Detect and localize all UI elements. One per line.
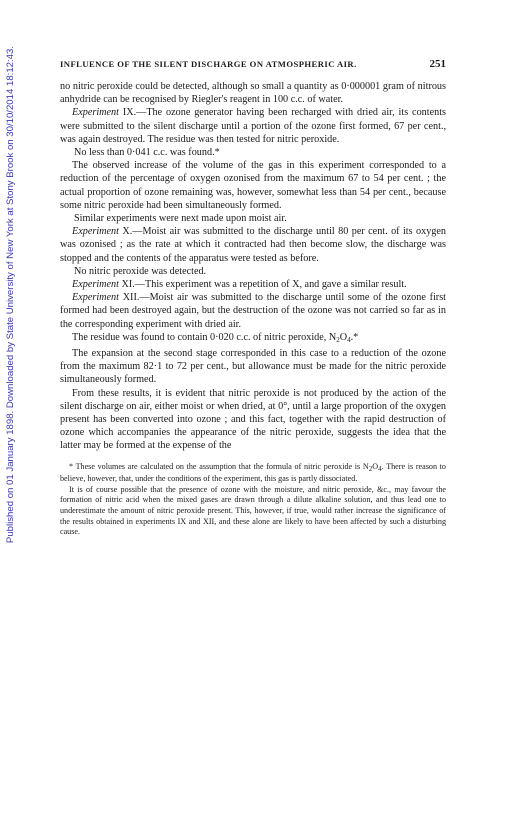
subscript: 2: [336, 335, 340, 344]
footnotes: [60, 462, 446, 538]
paragraph-text: XI.—This experiment was a repetition of X, and gave a similar result.: [118, 279, 407, 291]
experiment-label: Experiment: [72, 226, 119, 238]
running-header: [60, 58, 446, 80]
running-title: INFLUENCE OF THE SILENT DISCHARGE ON ATMOSPHERIC AIR.: [60, 59, 357, 69]
page: [60, 58, 446, 538]
footnote: [60, 462, 446, 485]
formula-text: O: [372, 461, 379, 471]
paragraph: The expansion at the second stage corresponded in this case to a reduction of the ozone from the maximum 82·1 to 72 per cent., but allowance must be made for the nitric peroxide simultaneously formed.: [60, 348, 446, 386]
formula-text: O: [339, 331, 348, 343]
paragraph: No less than 0·041 c.c. was found.*: [74, 147, 220, 159]
paragraph: No nitric peroxide was detected.: [74, 265, 207, 277]
experiment-label: Experiment: [72, 292, 119, 304]
paragraph-residue: [60, 331, 446, 347]
footnote: It is of course possible that the presence of ozone with the moisture, and nitric peroxide, &c., may favour the formation of nitric acid when the mixed gases are drawn through a dilute alkaline solution, and thus lead one to underestimate the amount of nitric peroxide present. This, however, if true, would rather increase the significance of the results obtained in experiments IX and XII, and these alone are likely to have been affected by such a disturbing cause.: [60, 484, 446, 537]
paragraph-experiment-x: [60, 225, 446, 265]
paragraph-text: IX.—The ozone generator having been recharged with dried air, its contents were submitted to the silent discharge until a portion of the ozone first formed, 67 per cent., was again destroyed. The residue was then tested for nitric peroxide.: [60, 107, 446, 145]
formula-end: .*: [350, 331, 359, 343]
download-watermark-text: Published on 01 January 1898. Downloaded by State University of New York at Stony Brook on 30/10/2014 18:12:43.: [4, 46, 16, 544]
download-watermark: [4, 40, 16, 550]
paragraph-text: X.—Moist air was submitted to the discharge until 80 per cent. of its oxygen was ozonised ; as the rate at which it contracted had then become slow, the discharge was stopped and the contents of the apparatus were tested as before.: [60, 226, 446, 264]
paragraph: Similar experiments were next made upon moist air.: [74, 213, 287, 225]
paragraph-text: The residue was found to contain 0·020 c.c. of nitric peroxide, N: [72, 331, 337, 343]
page-number: 251: [429, 58, 446, 70]
paragraph-experiment-xii: [60, 291, 446, 331]
footnote-text: . There is reason to believe, however, that, under the conditions of the experiment, this gas is partly dissociated.: [60, 461, 446, 484]
paragraph: From these results, it is evident that nitric peroxide is not produced by the action of the silent discharge on air, either moist or when dried, at 0°, until a large proportion of the oxygen present has been converted into ozone ; and this fact, together with the rapid destruction of ozone which accompanies the appearance of the nitric peroxide, suggests the idea that the latter may be formed at the expense of the: [60, 387, 446, 452]
body-text: [60, 80, 446, 453]
subscript: 2: [368, 464, 373, 473]
subscript: 4: [347, 335, 351, 344]
paragraph-experiment-xi: [60, 278, 446, 291]
subscript: 4: [378, 464, 382, 473]
experiment-label: Experiment: [72, 107, 119, 119]
footnote-text: * These volumes are calculated on the assumption that the formula of nitric peroxide is N: [69, 461, 369, 471]
paragraph: no nitric peroxide could be detected, although so small a quantity as 0·000001 gram of nitrous anhydride can be recognised by Riegler's reagent in 100 c.c. of water.: [60, 81, 446, 106]
paragraph: The observed increase of the volume of the gas in this experiment corresponded to a reduction of the percentage of oxygen ozonised from the maximum 67 to 54 per cent. ; the actual proportion of ozone remaining was, however, somewhat less than 54 per cent., because some nitric peroxide had been simultaneously formed.: [60, 160, 446, 211]
experiment-label: Experiment: [72, 279, 119, 291]
paragraph-experiment-ix: [60, 106, 446, 146]
paragraph-text: XII.—Moist air was submitted to the discharge until some of the ozone first formed had been destroyed again, but the destruction of the ozone was not carried so far as in the corresponding experiment with dried air.: [60, 292, 446, 330]
